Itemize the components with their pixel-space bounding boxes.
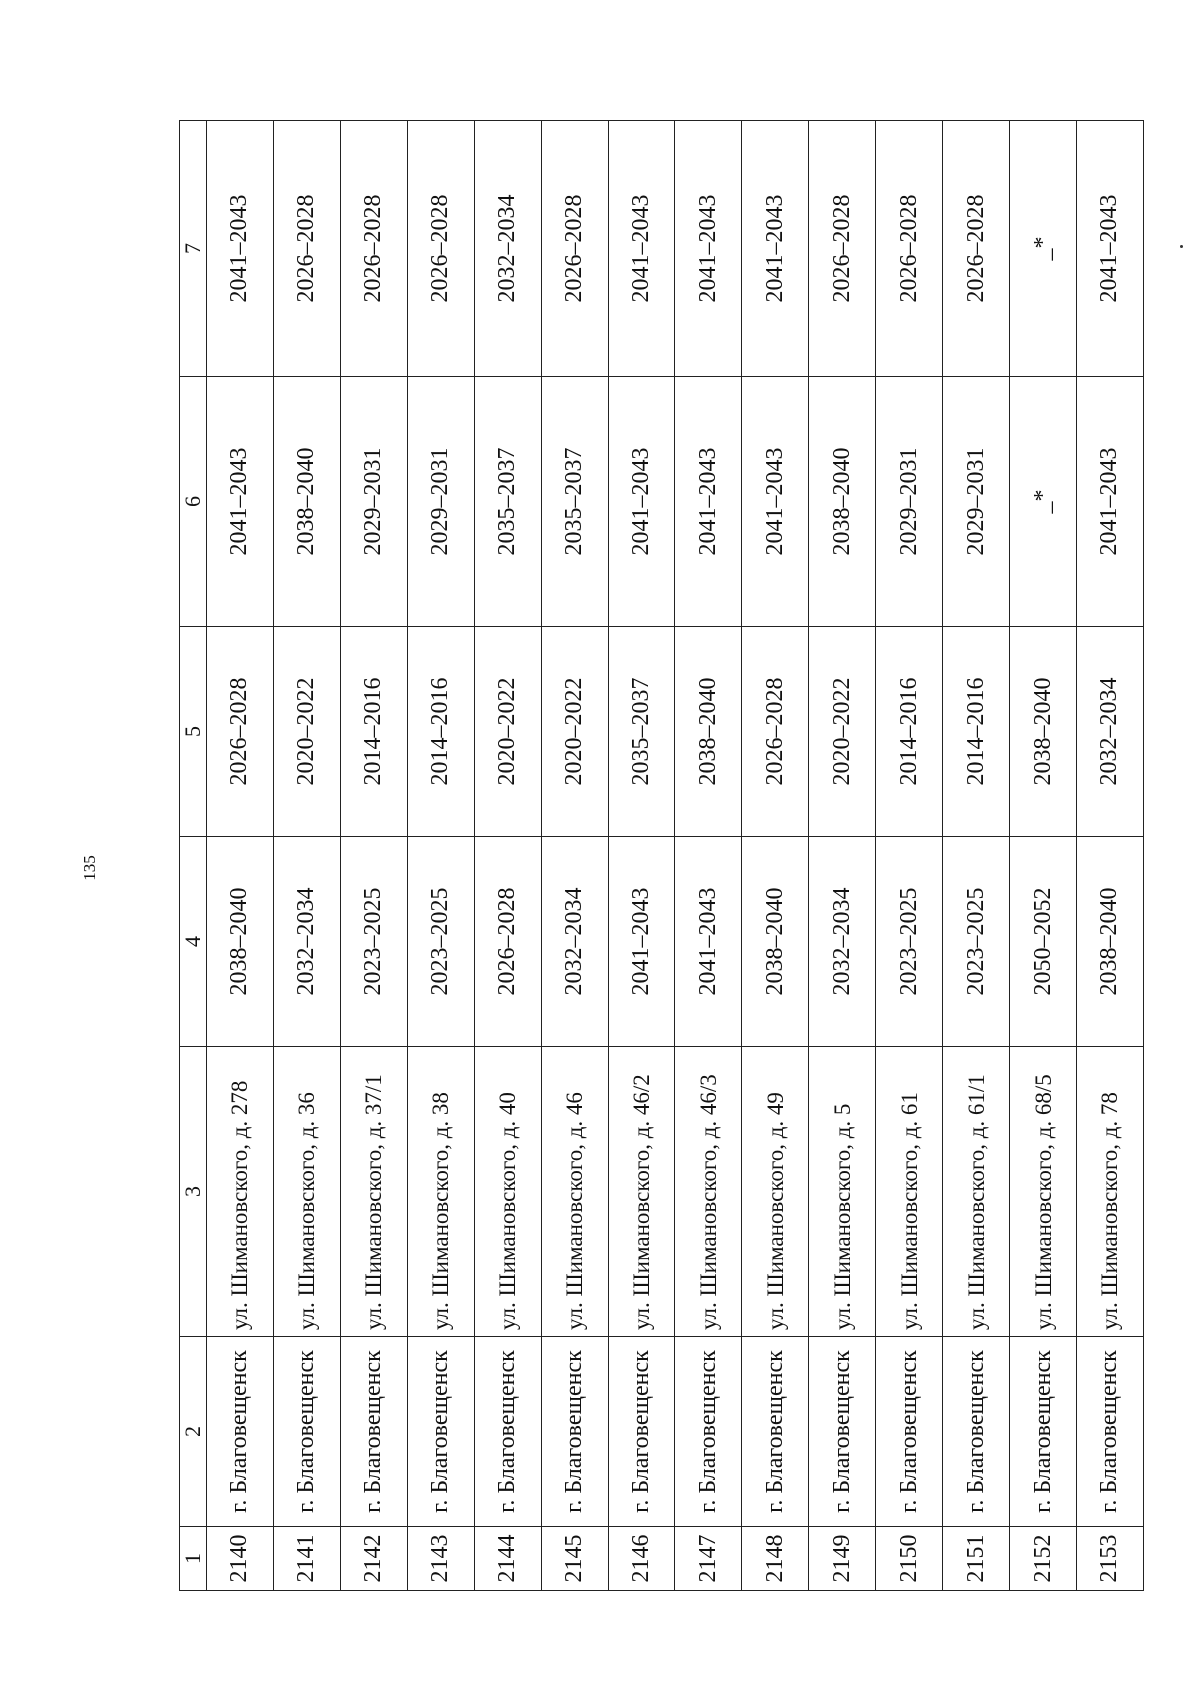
- period-col6-cell: 2029–2031: [943, 377, 1010, 627]
- city-cell: г. Благовещенск: [273, 1337, 340, 1527]
- period-col6-cell: _*: [1010, 377, 1077, 627]
- address-cell: ул. Шимановского, д. 40: [474, 1047, 541, 1337]
- period-col4-cell: 2023–2025: [407, 837, 474, 1047]
- table-row: [809, 121, 876, 1591]
- period-col6-cell: 2029–2031: [340, 377, 407, 627]
- address-cell: ул. Шимановского, д. 46: [541, 1047, 608, 1337]
- table-row: [340, 121, 407, 1591]
- city-cell: г. Благовещенск: [207, 1337, 274, 1527]
- period-col5-cell: 2032–2034: [1076, 627, 1143, 837]
- period-col4-cell: 2038–2040: [207, 837, 274, 1047]
- period-col7-cell: _*: [1010, 121, 1077, 377]
- address-cell: ул. Шимановского, д. 49: [742, 1047, 809, 1337]
- period-col6-cell: 2041–2043: [608, 377, 675, 627]
- period-col6-cell: 2035–2037: [541, 377, 608, 627]
- period-col4-cell: 2041–2043: [608, 837, 675, 1047]
- period-col4-cell: 2026–2028: [474, 837, 541, 1047]
- period-col7-cell: 2026–2028: [273, 121, 340, 377]
- period-col5-cell: 2014–2016: [876, 627, 943, 837]
- period-col6-cell: 2035–2037: [474, 377, 541, 627]
- period-col5-cell: 2020–2022: [809, 627, 876, 837]
- stray-mark: [1180, 245, 1183, 248]
- row-number-cell: 2153: [1076, 1527, 1143, 1591]
- address-cell: ул. Шимановского, д. 46/2: [608, 1047, 675, 1337]
- row-number-cell: 2144: [474, 1527, 541, 1591]
- row-number-cell: 2141: [273, 1527, 340, 1591]
- address-cell: ул. Шимановского, д. 46/3: [675, 1047, 742, 1337]
- row-number-cell: 2151: [943, 1527, 1010, 1591]
- period-col7-cell: 2026–2028: [541, 121, 608, 377]
- column-header: 2: [180, 1337, 207, 1527]
- header-row: [180, 121, 207, 1591]
- city-cell: г. Благовещенск: [742, 1337, 809, 1527]
- period-col4-cell: 2032–2034: [273, 837, 340, 1047]
- row-number-cell: 2150: [876, 1527, 943, 1591]
- column-header: 7: [180, 121, 207, 377]
- period-col7-cell: 2041–2043: [608, 121, 675, 377]
- period-col5-cell: 2035–2037: [608, 627, 675, 837]
- row-number-cell: 2152: [1010, 1527, 1077, 1591]
- address-cell: ул. Шимановского, д. 68/5: [1010, 1047, 1077, 1337]
- period-col6-cell: 2029–2031: [876, 377, 943, 627]
- period-col7-cell: 2041–2043: [207, 121, 274, 377]
- address-cell: ул. Шимановского, д. 37/1: [340, 1047, 407, 1337]
- period-col5-cell: 2020–2022: [273, 627, 340, 837]
- period-col4-cell: 2038–2040: [1076, 837, 1143, 1047]
- table-row: [675, 121, 742, 1591]
- row-number-cell: 2146: [608, 1527, 675, 1591]
- address-cell: ул. Шимановского, д. 38: [407, 1047, 474, 1337]
- period-col4-cell: 2023–2025: [340, 837, 407, 1047]
- period-col4-cell: 2050–2052: [1010, 837, 1077, 1047]
- row-number-cell: 2140: [207, 1527, 274, 1591]
- period-col4-cell: 2041–2043: [675, 837, 742, 1047]
- city-cell: г. Благовещенск: [1076, 1337, 1143, 1527]
- period-col7-cell: 2026–2028: [809, 121, 876, 377]
- table-row: [1010, 121, 1077, 1591]
- period-col5-cell: 2038–2040: [675, 627, 742, 837]
- city-cell: г. Благовещенск: [675, 1337, 742, 1527]
- period-col7-cell: 2041–2043: [675, 121, 742, 377]
- table-row: [407, 121, 474, 1591]
- address-cell: ул. Шимановского, д. 61/1: [943, 1047, 1010, 1337]
- period-col5-cell: 2014–2016: [943, 627, 1010, 837]
- row-number-cell: 2142: [340, 1527, 407, 1591]
- period-col6-cell: 2041–2043: [675, 377, 742, 627]
- column-header: 3: [180, 1047, 207, 1337]
- period-col5-cell: 2026–2028: [207, 627, 274, 837]
- table-row: [1076, 121, 1143, 1591]
- period-col4-cell: 2023–2025: [943, 837, 1010, 1047]
- table-row: [608, 121, 675, 1591]
- table-row: [742, 121, 809, 1591]
- period-col7-cell: 2041–2043: [1076, 121, 1143, 377]
- period-col7-cell: 2041–2043: [742, 121, 809, 377]
- city-cell: г. Благовещенск: [876, 1337, 943, 1527]
- table-body: [207, 121, 1144, 1591]
- column-header: 1: [180, 1527, 207, 1591]
- address-cell: ул. Шимановского, д. 78: [1076, 1047, 1143, 1337]
- period-col6-cell: 2038–2040: [273, 377, 340, 627]
- period-col4-cell: 2032–2034: [541, 837, 608, 1047]
- rotated-table-frame: [179, 121, 1144, 1591]
- row-number-cell: 2149: [809, 1527, 876, 1591]
- table-row: [474, 121, 541, 1591]
- table-row: [943, 121, 1010, 1591]
- city-cell: г. Благовещенск: [943, 1337, 1010, 1527]
- schedule-table: [179, 120, 1144, 1591]
- column-header: 5: [180, 627, 207, 837]
- row-number-cell: 2145: [541, 1527, 608, 1591]
- period-col6-cell: 2041–2043: [742, 377, 809, 627]
- period-col6-cell: 2041–2043: [207, 377, 274, 627]
- table-row: [541, 121, 608, 1591]
- period-col4-cell: 2038–2040: [742, 837, 809, 1047]
- period-col4-cell: 2023–2025: [876, 837, 943, 1047]
- row-number-cell: 2143: [407, 1527, 474, 1591]
- period-col6-cell: 2029–2031: [407, 377, 474, 627]
- period-col7-cell: 2032–2034: [474, 121, 541, 377]
- period-col6-cell: 2038–2040: [809, 377, 876, 627]
- period-col7-cell: 2026–2028: [407, 121, 474, 377]
- column-header: 6: [180, 377, 207, 627]
- table-row: [207, 121, 274, 1591]
- table-row: [273, 121, 340, 1591]
- period-col7-cell: 2026–2028: [876, 121, 943, 377]
- period-col5-cell: 2026–2028: [742, 627, 809, 837]
- city-cell: г. Благовещенск: [340, 1337, 407, 1527]
- table-row: [876, 121, 943, 1591]
- address-cell: ул. Шимановского, д. 61: [876, 1047, 943, 1337]
- period-col7-cell: 2026–2028: [943, 121, 1010, 377]
- period-col5-cell: 2014–2016: [407, 627, 474, 837]
- city-cell: г. Благовещенск: [809, 1337, 876, 1527]
- city-cell: г. Благовещенск: [407, 1337, 474, 1527]
- period-col5-cell: 2020–2022: [541, 627, 608, 837]
- period-col5-cell: 2014–2016: [340, 627, 407, 837]
- city-cell: г. Благовещенск: [608, 1337, 675, 1527]
- city-cell: г. Благовещенск: [541, 1337, 608, 1527]
- page-number: 135: [80, 855, 99, 881]
- period-col7-cell: 2026–2028: [340, 121, 407, 377]
- city-cell: г. Благовещенск: [1010, 1337, 1077, 1527]
- city-cell: г. Благовещенск: [474, 1337, 541, 1527]
- period-col5-cell: 2038–2040: [1010, 627, 1077, 837]
- table-container: [179, 121, 1144, 1591]
- period-col4-cell: 2032–2034: [809, 837, 876, 1047]
- address-cell: ул. Шимановского, д. 36: [273, 1047, 340, 1337]
- row-number-cell: 2148: [742, 1527, 809, 1591]
- row-number-cell: 2147: [675, 1527, 742, 1591]
- period-col6-cell: 2041–2043: [1076, 377, 1143, 627]
- address-cell: ул. Шимановского, д. 278: [207, 1047, 274, 1337]
- period-col5-cell: 2020–2022: [474, 627, 541, 837]
- column-header: 4: [180, 837, 207, 1047]
- address-cell: ул. Шимановского, д. 5: [809, 1047, 876, 1337]
